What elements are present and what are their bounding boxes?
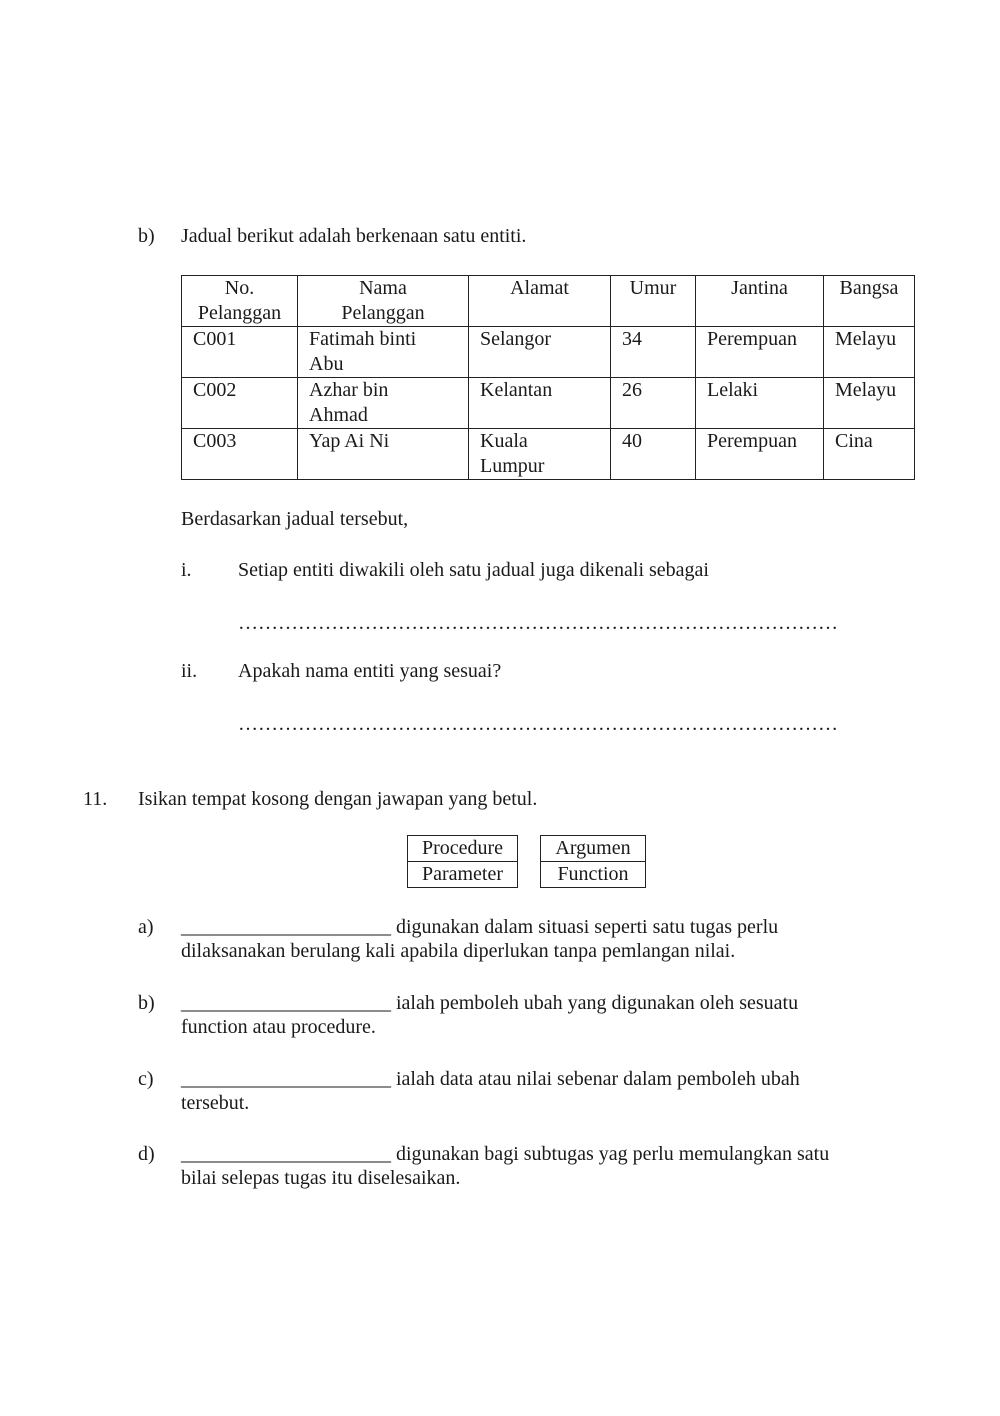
header-jantina: Jantina (696, 276, 824, 327)
entity-table (181, 275, 915, 480)
table-cell: Cina (824, 429, 915, 480)
table-cell: 26 (611, 378, 696, 429)
item-a-line2: dilaksanakan berulang kali apabila diperlukan tanpa pemlangan nilai. (181, 940, 736, 962)
part-b-intro: Jadual berikut adalah berkenaan satu entiti. (181, 225, 527, 247)
table-cell: Yap Ai Ni (298, 429, 469, 480)
blank-d[interactable]: _____________________ (181, 1143, 391, 1165)
item-a-text: digunakan dalam situasi seperti satu tugas perlu (391, 916, 779, 938)
option-argumen: Argumen (540, 835, 646, 862)
item-b-label: b) (138, 992, 155, 1014)
header-no-pelanggan: No. Pelanggan (182, 276, 298, 327)
question-i-text: Setiap entiti diwakili oleh satu jadual juga dikenali sebagai (238, 559, 709, 581)
table-cell: Perempuan (696, 327, 824, 378)
table-header-row (182, 276, 915, 327)
item-d-label: d) (138, 1143, 155, 1165)
answer-line-ii[interactable]: ……………………………………………………………………………… (238, 713, 838, 735)
item-b-line1 (181, 991, 798, 1015)
item-b-text: ialah pemboleh ubah yang digunakan oleh sesuatu (391, 992, 799, 1014)
item-a-line1 (181, 915, 778, 939)
blank-b[interactable]: _____________________ (181, 992, 391, 1014)
table-cell: Melayu (824, 378, 915, 429)
table-cell: Lelaki (696, 378, 824, 429)
header-bangsa: Bangsa (824, 276, 915, 327)
item-a-label: a) (138, 916, 154, 938)
question-ii-text: Apakah nama entiti yang sesuai? (238, 660, 502, 682)
question-i-number: i. (181, 559, 192, 581)
question-11-number: 11. (83, 788, 108, 810)
table-cell: Melayu (824, 327, 915, 378)
based-on-text: Berdasarkan jadual tersebut, (181, 508, 409, 530)
item-c-line1 (181, 1067, 800, 1091)
table-cell: 40 (611, 429, 696, 480)
table-cell: C001 (182, 327, 298, 378)
question-11-text: Isikan tempat kosong dengan jawapan yang betul. (138, 788, 538, 810)
header-nama-pelanggan: Nama Pelanggan (298, 276, 469, 327)
option-procedure: Procedure (407, 835, 518, 862)
item-d-line2: bilai selepas tugas itu diselesaikan. (181, 1167, 461, 1189)
item-d-line1 (181, 1142, 829, 1166)
table-row (182, 378, 915, 429)
table-cell: 34 (611, 327, 696, 378)
table-row (182, 429, 915, 480)
blank-c[interactable]: _____________________ (181, 1068, 391, 1090)
item-c-text: ialah data atau nilai sebenar dalam pemboleh ubah (391, 1068, 800, 1090)
table-cell: Selangor (469, 327, 611, 378)
question-ii-number: ii. (181, 660, 198, 682)
item-b-line2: function atau procedure. (181, 1016, 376, 1038)
table-cell: C003 (182, 429, 298, 480)
item-c-line2: tersebut. (181, 1092, 250, 1114)
table-cell: Fatimah binti Abu (298, 327, 469, 378)
header-alamat: Alamat (469, 276, 611, 327)
option-parameter: Parameter (407, 861, 518, 888)
blank-a[interactable]: _____________________ (181, 916, 391, 938)
table-row (182, 327, 915, 378)
table-cell: Kuala Lumpur (469, 429, 611, 480)
item-d-text: digunakan bagi subtugas yag perlu memulangkan satu (391, 1143, 830, 1165)
table-cell: Kelantan (469, 378, 611, 429)
part-b-label: b) (138, 225, 155, 247)
item-c-label: c) (138, 1068, 154, 1090)
answer-line-i[interactable]: ……………………………………………………………………………… (238, 612, 838, 634)
header-umur: Umur (611, 276, 696, 327)
table-cell: Perempuan (696, 429, 824, 480)
table-cell: Azhar bin Ahmad (298, 378, 469, 429)
option-function: Function (540, 861, 646, 888)
table-cell: C002 (182, 378, 298, 429)
